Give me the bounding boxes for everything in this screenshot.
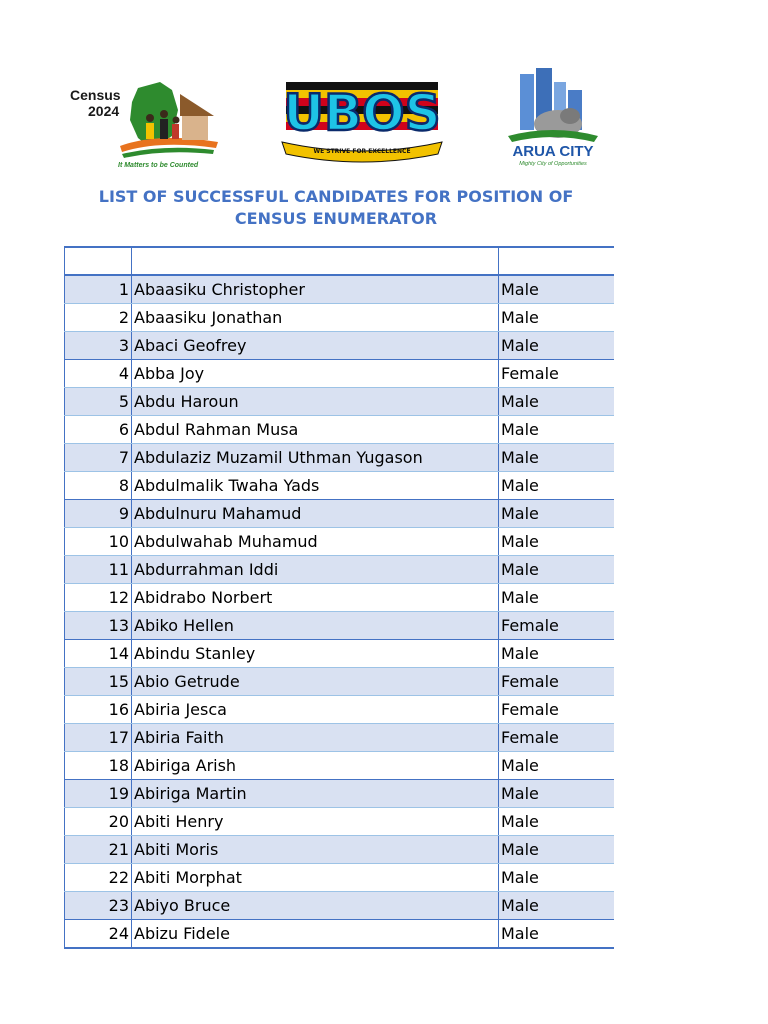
candidate-sex: Male — [499, 500, 615, 528]
row-number: 23 — [65, 892, 132, 920]
candidate-name: Abdulaziz Muzamil Uthman Yugason — [132, 444, 499, 472]
row-number: 1 — [65, 275, 132, 304]
candidate-name: Abdulmalik Twaha Yads — [132, 472, 499, 500]
table-row — [65, 612, 615, 640]
candidate-name: Abdurrahman Iddi — [132, 556, 499, 584]
candidate-name: Abdu Haroun — [132, 388, 499, 416]
candidate-name: Abio Getrude — [132, 668, 499, 696]
row-number: 2 — [65, 304, 132, 332]
row-number: 20 — [65, 808, 132, 836]
candidate-name: Abaci Geofrey — [132, 332, 499, 360]
candidate-name: Abizu Fidele — [132, 920, 499, 949]
candidate-name: Abidrabo Norbert — [132, 584, 499, 612]
candidate-name: Abba Joy — [132, 360, 499, 388]
row-number: 5 — [65, 388, 132, 416]
logo-strip — [0, 68, 768, 168]
candidate-name: Abdulwahab Muhamud — [132, 528, 499, 556]
candidate-name: Abiriga Arish — [132, 752, 499, 780]
table-row — [65, 724, 615, 752]
candidate-sex: Female — [499, 360, 615, 388]
candidate-sex: Male — [499, 780, 615, 808]
ubos-logo — [278, 80, 446, 164]
candidate-name: Abaasiku Christopher — [132, 275, 499, 304]
candidate-sex: Male — [499, 864, 615, 892]
row-number: 6 — [65, 416, 132, 444]
candidate-name: Abiko Hellen — [132, 612, 499, 640]
title-line-1: LIST OF SUCCESSFUL CANDIDATES FOR POSITION OF — [98, 187, 574, 206]
candidate-sex: Male — [499, 304, 615, 332]
svg-text:2024: 2024 — [88, 103, 120, 119]
candidate-sex: Male — [499, 388, 615, 416]
table-row — [65, 584, 615, 612]
table-row — [65, 388, 615, 416]
table-header-row — [65, 247, 615, 275]
row-number: 19 — [65, 780, 132, 808]
candidate-sex: Male — [499, 836, 615, 864]
candidate-sex: Male — [499, 808, 615, 836]
candidate-sex: Male — [499, 584, 615, 612]
table-row — [65, 780, 615, 808]
table-row — [65, 275, 615, 304]
header-cell-sex — [499, 247, 615, 275]
header-cell-number — [65, 247, 132, 275]
candidate-sex: Male — [499, 528, 615, 556]
candidate-sex: Male — [499, 640, 615, 668]
table-row — [65, 808, 615, 836]
row-number: 8 — [65, 472, 132, 500]
row-number: 15 — [65, 668, 132, 696]
table-row — [65, 556, 615, 584]
candidate-name: Abiria Jesca — [132, 696, 499, 724]
svg-text:Mighty City of Opportunities: Mighty City of Opportunities — [519, 161, 587, 167]
table-row — [65, 416, 615, 444]
row-number: 7 — [65, 444, 132, 472]
table-row — [65, 696, 615, 724]
table-row — [65, 360, 615, 388]
svg-text:UBOS: UBOS — [283, 84, 441, 142]
candidate-name: Abaasiku Jonathan — [132, 304, 499, 332]
page-title — [40, 186, 632, 230]
row-number: 10 — [65, 528, 132, 556]
table-row — [65, 668, 615, 696]
row-number: 13 — [65, 612, 132, 640]
candidate-name: Abdul Rahman Musa — [132, 416, 499, 444]
candidate-sex: Male — [499, 892, 615, 920]
arua-city-logo — [498, 68, 608, 168]
candidate-sex: Male — [499, 752, 615, 780]
header-cell-name — [132, 247, 499, 275]
row-number: 18 — [65, 752, 132, 780]
candidates-table — [64, 246, 614, 949]
candidate-sex: Female — [499, 612, 615, 640]
table-row — [65, 500, 615, 528]
candidate-name: Abindu Stanley — [132, 640, 499, 668]
row-number: 3 — [65, 332, 132, 360]
row-number: 11 — [65, 556, 132, 584]
table-row — [65, 472, 615, 500]
candidate-name: Abiriga Martin — [132, 780, 499, 808]
table-row — [65, 892, 615, 920]
table-row — [65, 836, 615, 864]
candidate-sex: Female — [499, 668, 615, 696]
candidate-sex: Male — [499, 275, 615, 304]
census-2024-logo — [68, 76, 226, 170]
candidate-sex: Male — [499, 332, 615, 360]
svg-text:ARUA CITY: ARUA CITY — [512, 143, 594, 160]
table-row — [65, 864, 615, 892]
table-row — [65, 304, 615, 332]
candidate-sex: Male — [499, 920, 615, 949]
row-number: 4 — [65, 360, 132, 388]
row-number: 21 — [65, 836, 132, 864]
candidate-sex: Male — [499, 416, 615, 444]
candidate-sex: Male — [499, 556, 615, 584]
candidate-name: Abiti Henry — [132, 808, 499, 836]
row-number: 14 — [65, 640, 132, 668]
candidate-sex: Female — [499, 696, 615, 724]
candidate-sex: Male — [499, 472, 615, 500]
row-number: 9 — [65, 500, 132, 528]
candidate-name: Abiria Faith — [132, 724, 499, 752]
table-row — [65, 640, 615, 668]
row-number: 22 — [65, 864, 132, 892]
table-row — [65, 444, 615, 472]
table-row — [65, 752, 615, 780]
table-row — [65, 332, 615, 360]
svg-text:It Matters to be Counted: It Matters to be Counted — [118, 162, 199, 169]
candidate-sex: Male — [499, 444, 615, 472]
candidate-sex: Female — [499, 724, 615, 752]
svg-text:WE STRIVE FOR EXCELLENCE: WE STRIVE FOR EXCELLENCE — [313, 148, 411, 155]
row-number: 17 — [65, 724, 132, 752]
candidate-name: Abdulnuru Mahamud — [132, 500, 499, 528]
title-line-2: CENSUS ENUMERATOR — [234, 209, 438, 228]
svg-text:Census: Census — [70, 87, 121, 103]
candidate-name: Abiti Moris — [132, 836, 499, 864]
row-number: 12 — [65, 584, 132, 612]
candidate-name: Abiyo Bruce — [132, 892, 499, 920]
table-row — [65, 920, 615, 949]
table-row — [65, 528, 615, 556]
row-number: 24 — [65, 920, 132, 949]
candidate-name: Abiti Morphat — [132, 864, 499, 892]
row-number: 16 — [65, 696, 132, 724]
candidates-table-body — [65, 247, 615, 948]
